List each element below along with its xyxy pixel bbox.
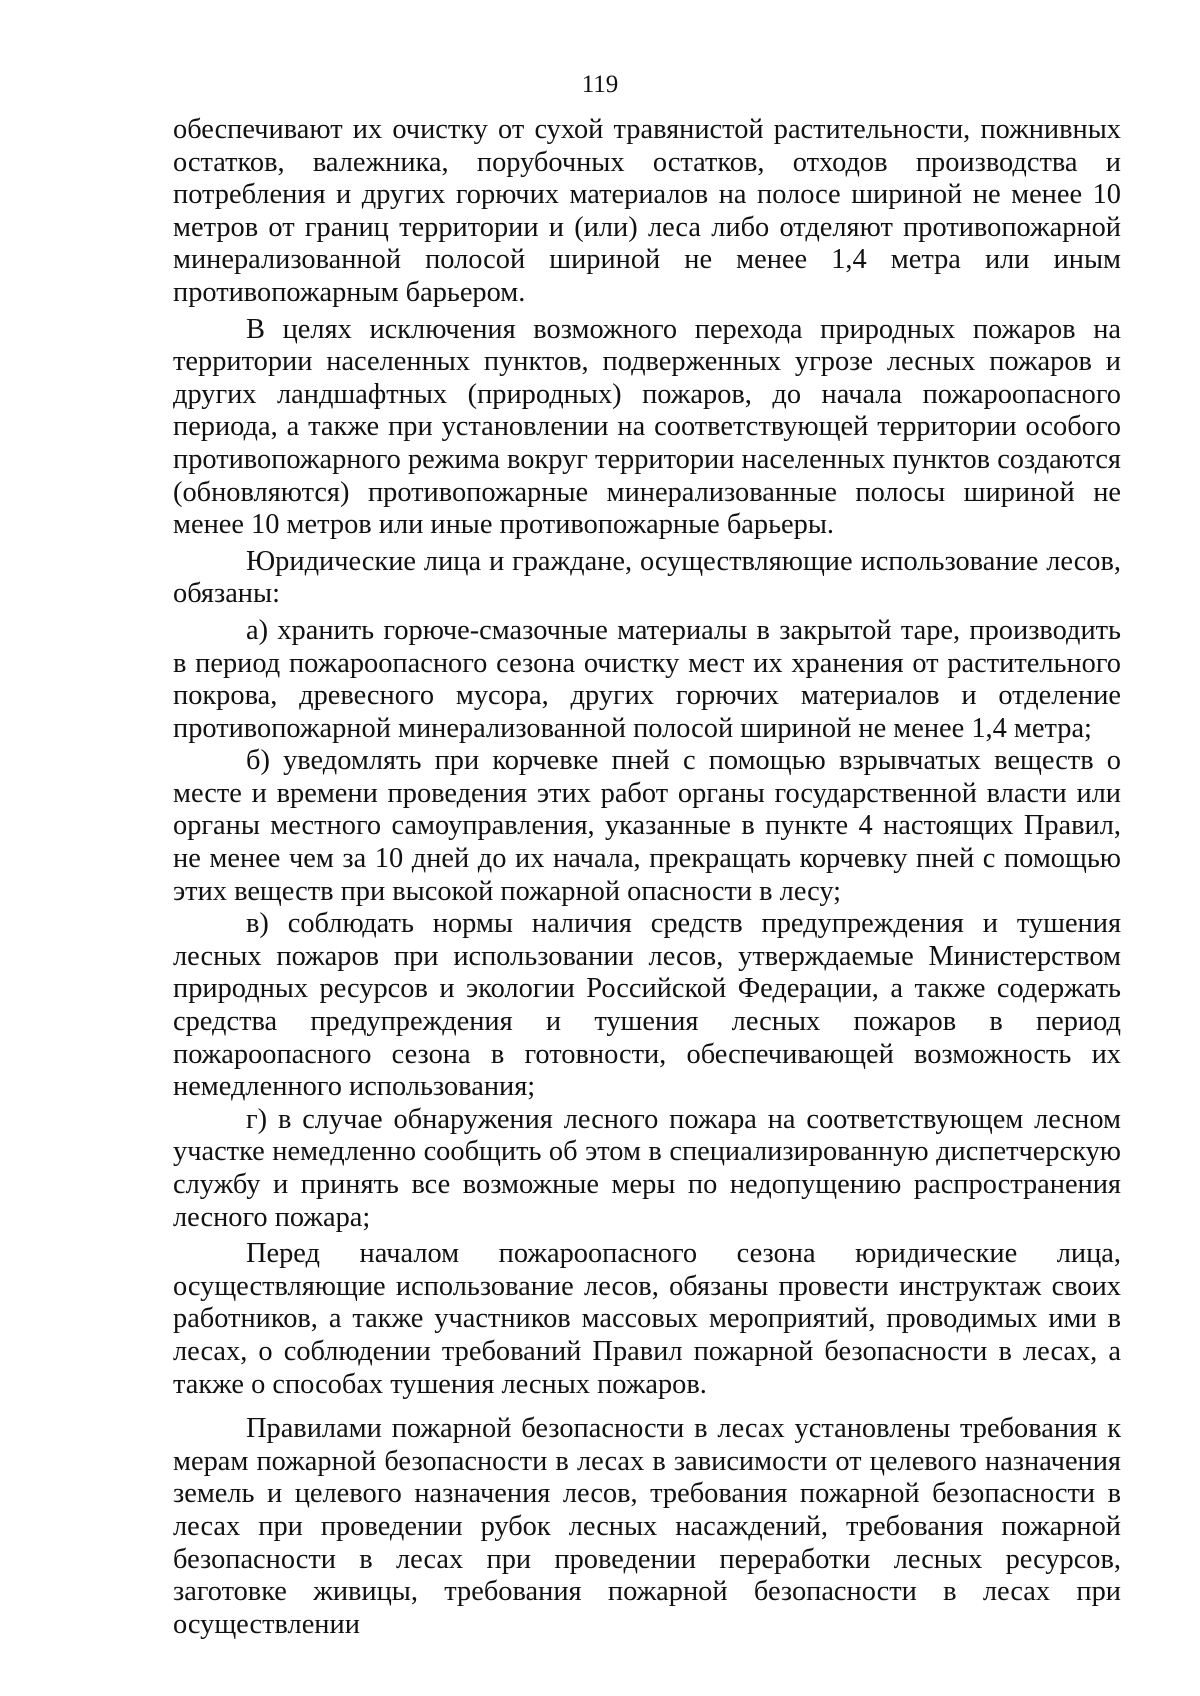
paragraph-obligations-intro: Юридические лица и граждане, осуществляющие использование лесов, обязаны: [173, 545, 1121, 610]
list-item-b: б) уведомлять при корчевке пней с помощью взрывчатых веществ о месте и времени проведения этих работ органы государственной власти или органы местного самоуправления, указанные в пункте 4 настоящих Правил, не менее чем за 10 дней до их начала, прекращать корчевку пней с помощью этих веществ при высокой пожарной опасности в лесу; [173, 745, 1121, 907]
body-text [173, 114, 1121, 1641]
page-number: 119 [581, 71, 619, 98]
paragraph-continuation: обеспечивают их очистку от сухой травянистой растительности, пожнивных остатков, валежника, порубочных остатков, отходов производства и потребления и других горючих материалов на полосе шириной не менее 10 метров от границ территории и (или) леса либо отделяют противопожарной минерализованной полосой шириной не менее 1,4 метра или иным противопожарным барьером. [173, 114, 1121, 308]
paragraph-rules-requirements: Правилами пожарной безопасности в лесах установлены требования к мерам пожарной безопасности в лесах в зависимости от целевого назначения земель и целевого назначения лесов, требования пожарной безопасности в лесах при проведении рубок лесных насаждений, требования пожарной безопасности в лесах при проведении переработки лесных ресурсов, заготовке живицы, требования пожарной безопасности в лесах при осуществлении [173, 1413, 1121, 1640]
list-item-a: а) хранить горюче-смазочные материалы в закрытой таре, производить в период пожароопасного сезона очистку мест их хранения от растительного покрова, древесного мусора, других горючих материалов и отделение противопожарной минерализованной полосой шириной не менее 1,4 метра; [173, 614, 1121, 744]
paragraph-firebreak-settlements: В целях исключения возможного перехода природных пожаров на территории населенных пунктов, подверженных угрозе лесных пожаров и других ландшафтных (природных) пожаров, до начала пожароопасного периода, а также при установлении на соответствующей территории особого противопожарного режима вокруг территории населенных пунктов создаются (обновляются) противопожарные минерализованные полосы шириной не менее 10 метров или иные противопожарные барьеры. [173, 313, 1121, 541]
list-item-g: г) в случае обнаружения лесного пожара на соответствующем лесном участке немедленно сообщить об этом в специализированную диспетчерскую службу и принять все возможные меры по недопущению распространения лесного пожара; [173, 1103, 1121, 1233]
list-item-v: в) соблюдать нормы наличия средств предупреждения и тушения лесных пожаров при использовании лесов, утверждаемые Министерством природных ресурсов и экологии Российской Федерации, а также содержать средства предупреждения и тушения лесных пожаров в период пожароопасного сезона в готовности, обеспечивающей возможность их немедленного использования; [173, 908, 1121, 1103]
paragraph-instruction: Перед началом пожароопасного сезона юридические лица, осуществляющие использование лесов, обязаны провести инструктаж своих работников, а также участников массовых мероприятий, проводимых ими в лесах, о соблюдении требований Правил пожарной безопасности в лесах, а также о способах тушения лесных пожаров. [173, 1238, 1121, 1400]
